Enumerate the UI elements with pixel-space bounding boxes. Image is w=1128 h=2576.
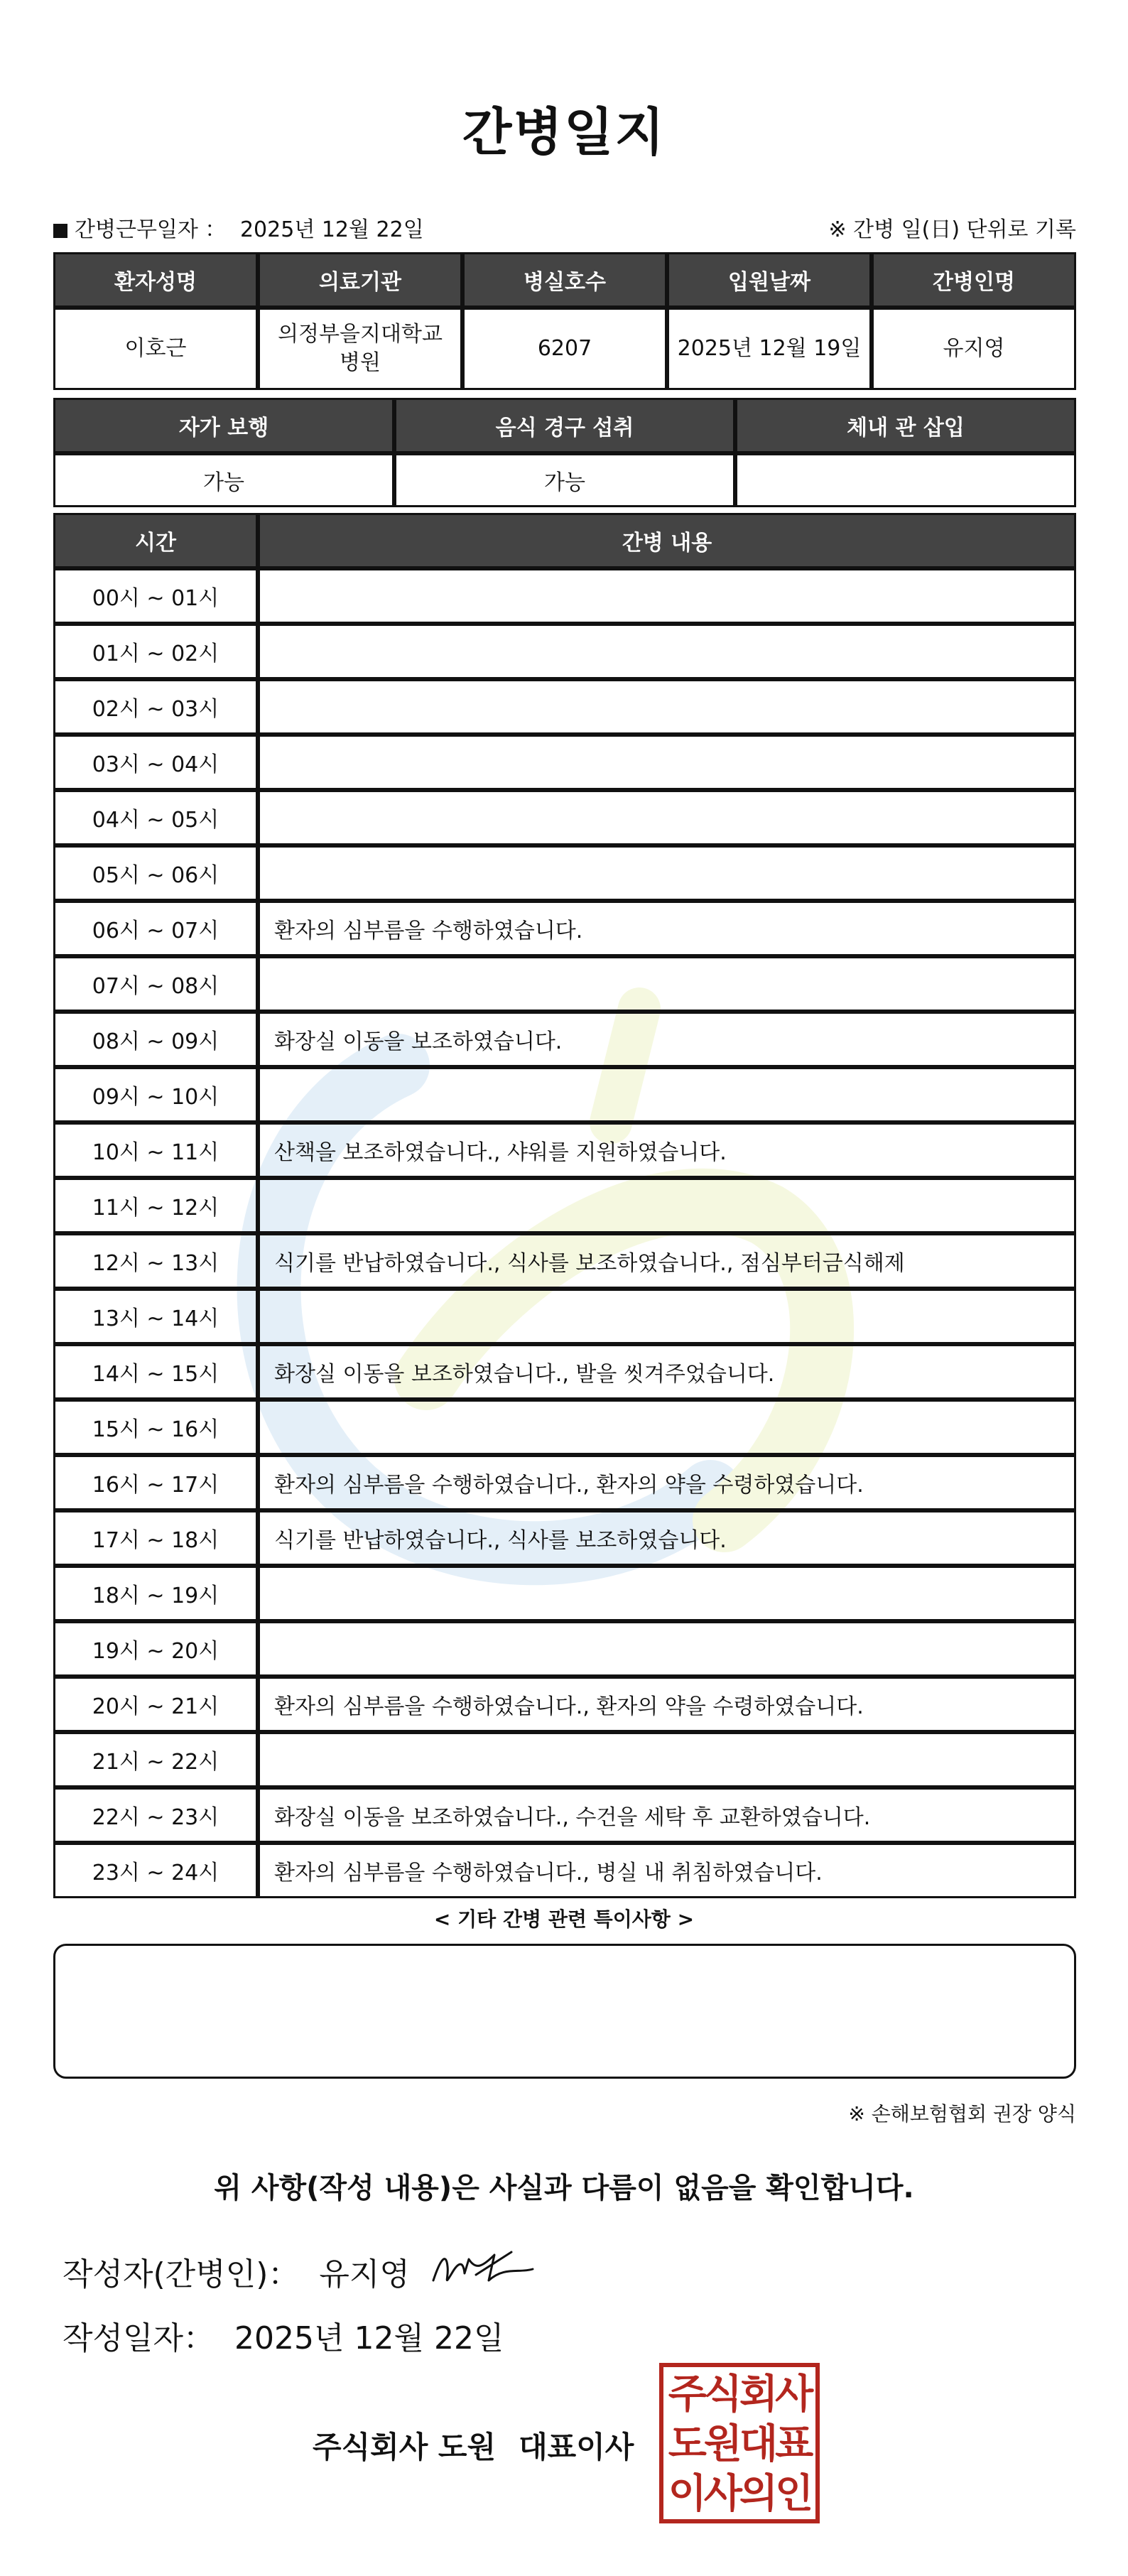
schedule-content	[258, 1566, 1076, 1621]
schedule-content: 환자의 심부름을 수행하였습니다., 환자의 약을 수령하였습니다.	[258, 1677, 1076, 1732]
writer-name: 유지영	[319, 2256, 410, 2293]
schedule-row	[53, 1843, 1076, 1898]
schedule-time: 14시 ~ 15시	[53, 1344, 258, 1400]
company-seal-stamp	[659, 2363, 820, 2523]
admission-date: 2025년 12월 19일	[667, 308, 872, 390]
stamp-line-3: 이사의인	[668, 2471, 811, 2517]
schedule-row	[53, 1732, 1076, 1787]
status-value-row	[53, 453, 1076, 507]
schedule-time: 02시 ~ 03시	[53, 679, 258, 735]
header-self-walking: 자가 보행	[53, 398, 394, 453]
schedule-content	[258, 845, 1076, 901]
schedule-row	[53, 735, 1076, 790]
special-notes-box	[53, 1944, 1076, 2079]
schedule-content	[258, 624, 1076, 679]
institution-name: 의정부을지대학교병원	[258, 308, 462, 390]
schedule-time: 06시 ~ 07시	[53, 901, 258, 956]
header-caregiver-name: 간병인명	[872, 252, 1076, 308]
schedule-content: 환자의 심부름을 수행하였습니다.	[258, 901, 1076, 956]
schedule-row	[53, 1455, 1076, 1510]
company-name: 주식회사 도원	[313, 2430, 497, 2464]
oral-intake-value: 가능	[394, 453, 735, 507]
patient-value-row	[53, 308, 1076, 390]
patient-name: 이호근	[53, 308, 258, 390]
confirmation-statement: 위 사항(작성 내용)은 사실과 다름이 없음을 확인합니다.	[214, 2172, 914, 2204]
schedule-row	[53, 568, 1076, 624]
stamp-line-2: 도원대표	[668, 2421, 811, 2467]
tube-insertion-value	[735, 453, 1076, 507]
schedule-time: 13시 ~ 14시	[53, 1289, 258, 1344]
self-walking-value: 가능	[53, 453, 394, 507]
work-date-value: 2025년 12월 22일	[239, 217, 424, 242]
schedule-row	[53, 1677, 1076, 1732]
handwritten-signature	[426, 2238, 540, 2295]
header-oral-intake: 음식 경구 섭취	[394, 398, 735, 453]
schedule-row	[53, 1178, 1076, 1233]
schedule-time: 17시 ~ 18시	[53, 1510, 258, 1566]
record-unit-note: ※ 간병 일(日) 단위로 기록	[828, 217, 1076, 242]
schedule-content: 환자의 심부름을 수행하였습니다., 환자의 약을 수령하였습니다.	[258, 1455, 1076, 1510]
schedule-header-row	[53, 513, 1076, 568]
header-care-content: 간병 내용	[258, 513, 1076, 568]
header-tube-insertion: 체내 관 삽입	[735, 398, 1076, 453]
schedule-time: 08시 ~ 09시	[53, 1012, 258, 1067]
schedule-time: 22시 ~ 23시	[53, 1787, 258, 1843]
schedule-time: 15시 ~ 16시	[53, 1400, 258, 1455]
schedule-row	[53, 956, 1076, 1012]
care-schedule-table	[53, 513, 1076, 1898]
schedule-content: 화장실 이동을 보조하였습니다., 수건을 세탁 후 교환하였습니다.	[258, 1787, 1076, 1843]
work-date	[53, 212, 424, 243]
schedule-row	[53, 1787, 1076, 1843]
company-role: 대표이사	[519, 2430, 634, 2464]
schedule-row	[53, 1012, 1076, 1067]
schedule-row	[53, 679, 1076, 735]
schedule-time: 01시 ~ 02시	[53, 624, 258, 679]
schedule-content	[258, 679, 1076, 735]
schedule-content	[258, 1732, 1076, 1787]
schedule-time: 16시 ~ 17시	[53, 1455, 258, 1510]
schedule-content	[258, 1067, 1076, 1122]
schedule-content	[258, 1178, 1076, 1233]
schedule-row	[53, 901, 1076, 956]
patient-status-table	[53, 398, 1076, 507]
writer-row	[63, 2248, 410, 2294]
schedule-time: 09시 ~ 10시	[53, 1067, 258, 1122]
status-header-row	[53, 398, 1076, 453]
caregiver-name: 유지영	[872, 308, 1076, 390]
header-time: 시간	[53, 513, 258, 568]
schedule-time: 00시 ~ 01시	[53, 568, 258, 624]
schedule-time: 03시 ~ 04시	[53, 735, 258, 790]
schedule-row	[53, 845, 1076, 901]
schedule-content: 화장실 이동을 보조하였습니다.	[258, 1012, 1076, 1067]
company-signature	[313, 2424, 656, 2467]
schedule-row	[53, 1510, 1076, 1566]
schedule-row	[53, 1289, 1076, 1344]
schedule-time: 21시 ~ 22시	[53, 1732, 258, 1787]
notes-title: < 기타 간병 관련 특이사항 >	[433, 1907, 695, 1931]
schedule-row	[53, 790, 1076, 845]
header-institution: 의료기관	[258, 252, 462, 308]
written-date-value: 2025년 12월 22일	[234, 2320, 504, 2356]
schedule-time: 12시 ~ 13시	[53, 1233, 258, 1289]
written-date-label: 작성일자：	[63, 2320, 215, 2356]
schedule-time: 18시 ~ 19시	[53, 1566, 258, 1621]
meta-row	[53, 212, 1076, 243]
square-bullet-icon	[53, 224, 67, 238]
schedule-content: 식기를 반납하였습니다., 식사를 보조하였습니다., 점심부터금식해제	[258, 1233, 1076, 1289]
written-date-row	[63, 2312, 504, 2358]
schedule-content	[258, 568, 1076, 624]
schedule-time: 07시 ~ 08시	[53, 956, 258, 1012]
schedule-content: 화장실 이동을 보조하였습니다., 발을 씻겨주었습니다.	[258, 1344, 1076, 1400]
schedule-time: 23시 ~ 24시	[53, 1843, 258, 1898]
header-admission-date: 입원날짜	[667, 252, 872, 308]
schedule-content	[258, 790, 1076, 845]
schedule-row	[53, 1233, 1076, 1289]
schedule-content: 산책을 보조하였습니다., 샤워를 지원하였습니다.	[258, 1122, 1076, 1178]
patient-info-table	[53, 252, 1076, 390]
stamp-line-1: 주식회사	[668, 2371, 811, 2418]
header-patient-name: 환자성명	[53, 252, 258, 308]
schedule-time: 20시 ~ 21시	[53, 1677, 258, 1732]
page-title: 간병일지	[462, 102, 666, 162]
schedule-time: 05시 ~ 06시	[53, 845, 258, 901]
patient-header-row	[53, 252, 1076, 308]
schedule-row	[53, 1566, 1076, 1621]
schedule-content	[258, 1400, 1076, 1455]
schedule-content: 식기를 반납하였습니다., 식사를 보조하였습니다.	[258, 1510, 1076, 1566]
schedule-time: 11시 ~ 12시	[53, 1178, 258, 1233]
schedule-content	[258, 1289, 1076, 1344]
room-number: 6207	[462, 308, 667, 390]
schedule-row	[53, 1067, 1076, 1122]
form-source-note: ※ 손해보험협회 권장 양식	[848, 2102, 1076, 2126]
schedule-row	[53, 1400, 1076, 1455]
schedule-time: 10시 ~ 11시	[53, 1122, 258, 1178]
schedule-row	[53, 1122, 1076, 1178]
writer-label: 작성자(간병인)：	[63, 2256, 300, 2293]
schedule-row	[53, 1621, 1076, 1677]
schedule-content	[258, 735, 1076, 790]
schedule-row	[53, 1344, 1076, 1400]
schedule-time: 19시 ~ 20시	[53, 1621, 258, 1677]
schedule-content: 환자의 심부름을 수행하였습니다., 병실 내 취침하였습니다.	[258, 1843, 1076, 1898]
schedule-row	[53, 624, 1076, 679]
work-date-label: 간병근무일자 ：	[75, 217, 227, 242]
schedule-content	[258, 1621, 1076, 1677]
schedule-body	[53, 568, 1076, 1898]
schedule-content	[258, 956, 1076, 1012]
header-room: 병실호수	[462, 252, 667, 308]
schedule-time: 04시 ~ 05시	[53, 790, 258, 845]
